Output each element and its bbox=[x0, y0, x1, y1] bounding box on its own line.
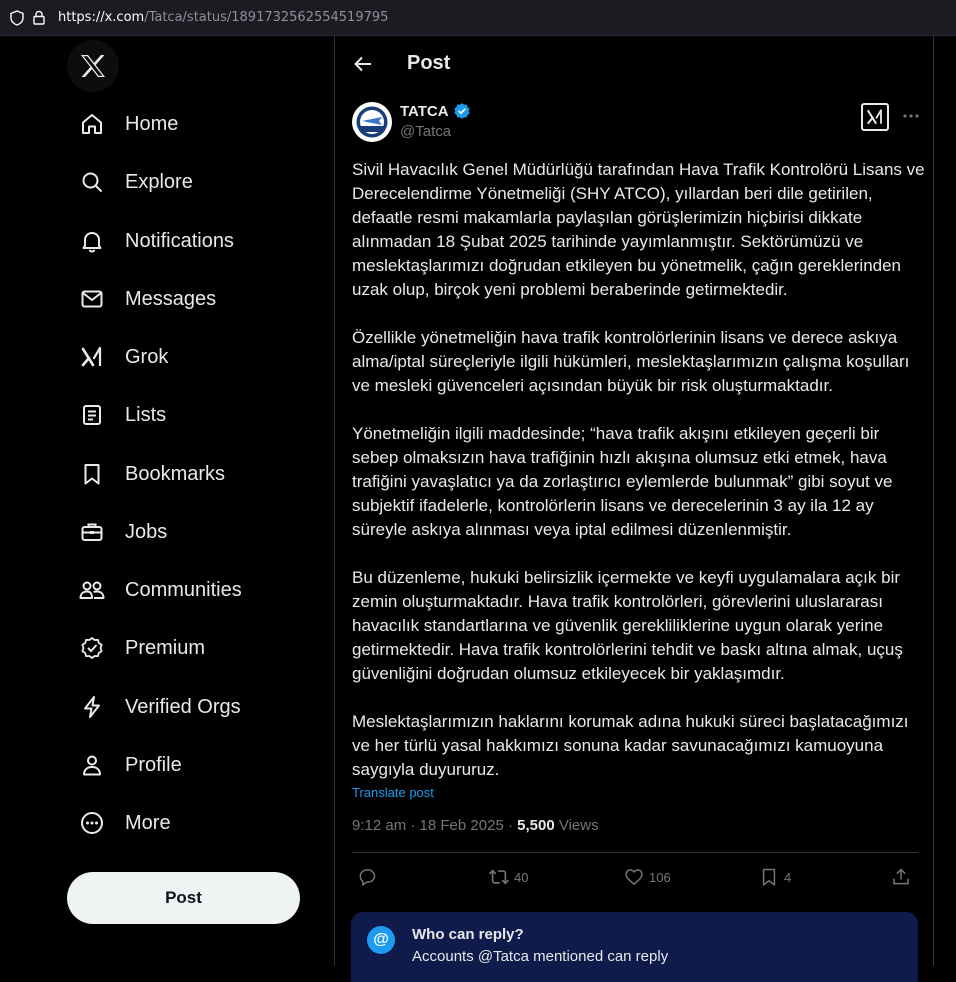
tweet-actions bbox=[352, 862, 918, 892]
post-button[interactable]: Post bbox=[67, 872, 300, 924]
sidebar-item-profile[interactable] bbox=[67, 740, 182, 790]
retweet-button[interactable] bbox=[488, 862, 528, 892]
sidebar-item-grok[interactable] bbox=[67, 332, 168, 382]
grok-explain-button[interactable] bbox=[861, 103, 889, 131]
reply-restriction-title: Who can reply? bbox=[412, 926, 524, 943]
retweet-count: 40 bbox=[514, 869, 529, 885]
sidebar-item-label: Verified Orgs bbox=[125, 695, 241, 718]
sidebar-item-home[interactable] bbox=[67, 99, 178, 149]
home-icon bbox=[79, 111, 105, 137]
grok-icon bbox=[79, 344, 105, 370]
bookmark-button[interactable] bbox=[758, 862, 791, 892]
reply-restriction-banner bbox=[351, 912, 918, 982]
heart-icon bbox=[623, 866, 645, 888]
tweet-meta bbox=[352, 817, 599, 834]
sidebar-item-label: Bookmarks bbox=[125, 462, 226, 485]
sidebar-item-jobs[interactable] bbox=[67, 507, 167, 557]
browser-url-bar[interactable] bbox=[0, 0, 956, 36]
sidebar-item-bookmarks[interactable] bbox=[67, 449, 225, 499]
sidebar-item-explore[interactable] bbox=[67, 157, 193, 207]
at-sign-icon: @ bbox=[367, 926, 395, 954]
page-title: Post bbox=[407, 52, 451, 74]
sidebar-item-label: Home bbox=[125, 112, 179, 135]
more-circle-icon bbox=[79, 810, 105, 836]
sidebar-item-label: More bbox=[125, 811, 171, 834]
bell-icon bbox=[79, 228, 105, 254]
grok-icon bbox=[866, 108, 884, 126]
shield-icon[interactable] bbox=[6, 7, 28, 29]
tweet-paragraph: Sivil Havacılık Genel Müdürlüğü tarafından Hava Trafik Kontrolörü Lisans ve Derecelendirme Yönetmeliği (SHY ATCO), yıllardan beri dile getirilen, defaatle resmi makamlarla paylaşılan görüşlerimizin hiçbirisi dikkate alınmadan 18 Şubat 2025 tarihinde yayımlanmıştır. Sektörümüzü ve meslektaşlarımızı doğrudan etkileyen bu yönetmelik, çağın gereklerinden uzak olup, birçok yeni problemi beraberinde getirmektedir. bbox=[352, 160, 925, 299]
tweet-text bbox=[352, 158, 926, 806]
back-arrow-icon[interactable] bbox=[349, 50, 377, 78]
people-icon bbox=[79, 577, 105, 603]
search-icon bbox=[79, 169, 105, 195]
views-count: 5,500 bbox=[517, 817, 555, 834]
bookmark-icon bbox=[79, 461, 105, 487]
bookmark-icon bbox=[758, 866, 780, 888]
envelope-icon bbox=[79, 286, 105, 312]
reply-restriction-subtitle: Accounts @Tatca mentioned can reply bbox=[412, 948, 669, 965]
more-options-icon[interactable] bbox=[901, 106, 921, 126]
meta-separator: · bbox=[507, 817, 513, 834]
premium-icon bbox=[79, 635, 105, 661]
sidebar-item-label: Communities bbox=[125, 578, 242, 601]
tweet-time[interactable]: 9:12 am bbox=[352, 817, 407, 834]
sidebar-item-more[interactable] bbox=[67, 798, 171, 848]
briefcase-icon bbox=[79, 519, 105, 545]
post-detail-column bbox=[334, 36, 934, 966]
x-logo-icon[interactable] bbox=[67, 40, 119, 92]
url-path: /Tatca/status/1891732562554519795 bbox=[144, 10, 389, 25]
author-name-row[interactable] bbox=[400, 102, 471, 120]
url-text[interactable] bbox=[58, 10, 388, 25]
sidebar-item-label: Jobs bbox=[125, 520, 168, 543]
sidebar-item-premium[interactable] bbox=[67, 623, 205, 673]
reply-icon bbox=[356, 866, 378, 888]
sidebar-item-label: Explore bbox=[125, 170, 193, 193]
tweet-paragraph: Bu düzenleme, hukuki belirsizlik içermekte ve keyfi uygulamalara açık bir zemin oluşturmaktadır. Hava trafik kontrolörleri, görevlerini uluslararası havacılık standartlarına ve güvenlik gerekliliklerine uygun olarak yerine getirmektedir. Hava trafik kontrolörlerini tehdit ve baskı altına almak, uçuş güvenliğini doğrudan olumsuz etkileyecek bir yaklaşımdır. bbox=[352, 568, 903, 683]
sidebar-item-communities[interactable] bbox=[67, 565, 242, 615]
tweet-date[interactable]: 18 Feb 2025 bbox=[419, 817, 504, 834]
like-button[interactable] bbox=[623, 862, 671, 892]
sidebar-item-lists[interactable] bbox=[67, 390, 166, 440]
sidebar-item-label: Lists bbox=[125, 403, 167, 426]
sidebar bbox=[0, 36, 334, 966]
share-button[interactable] bbox=[890, 862, 912, 892]
author-name: TATCA bbox=[400, 102, 449, 120]
lightning-icon bbox=[79, 694, 105, 720]
url-host: https://x.com bbox=[58, 10, 145, 25]
retweet-icon bbox=[488, 866, 510, 888]
tweet-paragraph: Yönetmeliğin ilgili maddesinde; “hava trafik akışını etkileyen geçerli bir sebep olmaksızın hava trafiğinin hızlı akışına olumsuz etki etmek, hava trafiğini yavaşlatıcı ya da zorlaştırıcı eylemlerde bulunmak” gibi soyut ve subjektif ifadelerle, kontrolörlerin lisans ve derecelerinin 3 ay ila 12 ay süreyle askıya alınması veya iptal edilmesi düzenlenmiştir. bbox=[352, 424, 893, 539]
lock-icon[interactable] bbox=[28, 7, 50, 29]
post-header bbox=[335, 36, 933, 92]
sidebar-item-label: Messages bbox=[125, 287, 217, 310]
meta-separator: · bbox=[410, 817, 416, 834]
reply-button[interactable] bbox=[356, 862, 378, 892]
sidebar-item-label: Grok bbox=[125, 345, 169, 368]
sidebar-item-messages[interactable] bbox=[67, 274, 216, 324]
sidebar-item-label: Profile bbox=[125, 753, 182, 776]
tweet-paragraph: Meslektaşlarımızın haklarını korumak adına hukuki süreci başlatacağımızı ve her türlü yasal hakkımızı sonuna kadar savunacağımızı kamuoyuna saygıyla duyururuz. bbox=[352, 712, 909, 779]
avatar[interactable] bbox=[352, 102, 392, 142]
author-handle[interactable]: @Tatca bbox=[400, 123, 452, 140]
list-icon bbox=[79, 402, 105, 428]
sidebar-item-label: Premium bbox=[125, 636, 206, 659]
share-icon bbox=[890, 866, 912, 888]
views-label: Views bbox=[558, 817, 599, 834]
tweet-paragraph: Özellikle yönetmeliğin hava trafik kontrolörlerinin lisans ve derece askıya alma/iptal süreçleriyle ilgili hükümleri, meslektaşlarımızın çalışma koşulları ve mesleki güvenceleri açısından büyük bir risk oluşturmaktadır. bbox=[352, 328, 910, 395]
bookmark-count: 4 bbox=[784, 869, 792, 885]
sidebar-item-verified-orgs[interactable] bbox=[67, 682, 241, 732]
verified-badge-icon bbox=[453, 102, 471, 120]
sidebar-item-label: Notifications bbox=[125, 229, 234, 252]
divider bbox=[352, 852, 918, 853]
like-count: 106 bbox=[649, 869, 671, 885]
person-icon bbox=[79, 752, 105, 778]
translate-post-link[interactable]: Translate post bbox=[352, 785, 434, 800]
sidebar-item-notifications[interactable] bbox=[67, 216, 234, 266]
